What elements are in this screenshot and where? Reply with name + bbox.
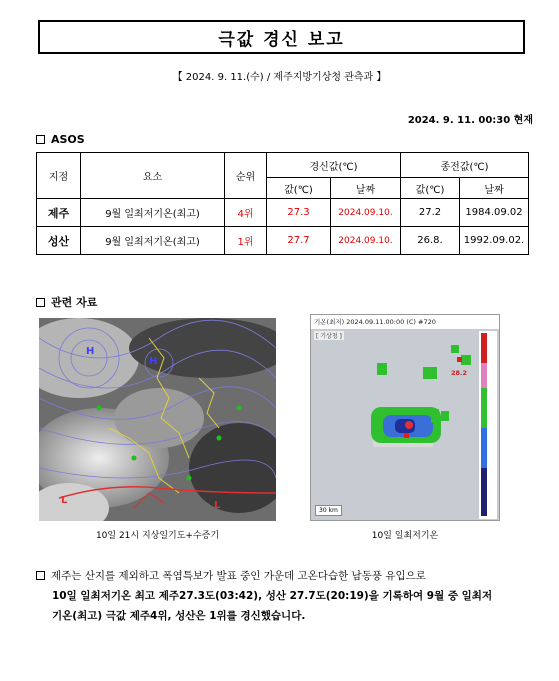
right-image-caption: 10일 일최저기온: [371, 531, 439, 541]
cell-new-value: 27.3: [267, 199, 331, 227]
cell-old-value: 27.2: [401, 199, 460, 227]
cell-new-date: 2024.09.10.: [331, 199, 401, 227]
table-row: [37, 227, 529, 255]
cell-element: 9월 일최저기온(최고): [81, 227, 225, 255]
weather-chart-image: [39, 318, 276, 521]
svg-text:L: L: [61, 495, 68, 506]
cell-rank: 4위: [225, 199, 267, 227]
min-temp-map-scale: 30 km: [315, 505, 342, 516]
cell-old-date: 1992.09.02.: [460, 227, 529, 255]
min-temp-map-graphic: [311, 315, 500, 521]
checkbox-square-icon: [36, 571, 45, 580]
min-temp-map-header: 기온(최저) 2024.09.11.00:00 (C) #720: [311, 315, 500, 329]
header-station: 지점: [37, 153, 81, 199]
header-previous-date: 날짜: [460, 178, 529, 199]
checkbox-square-icon: [36, 298, 45, 307]
cell-new-value: 27.7: [267, 227, 331, 255]
cell-element: 9월 일최저기온(최고): [81, 199, 225, 227]
svg-text:L: L: [214, 500, 221, 511]
summary-text-1: 제주는 산지를 제외하고 폭염특보가 발표 중인 가운데 고온다습한 남동풍 유입으로: [51, 570, 426, 582]
summary-note: [36, 566, 528, 626]
report-timestamp: 2024. 9. 11. 00:30 현재: [407, 115, 533, 126]
summary-line-2: 10일 일최저기온 최고 제주27.3도(03:42), 성산 27.7도(20:19)을 기록하여 9월 중 일최저: [52, 590, 493, 602]
map-peak-label: 28.2: [451, 369, 468, 377]
report-subtitle: 【 2024. 9. 11.(수) / 제주지방기상청 관측과 】: [172, 72, 387, 83]
cell-rank: 1위: [225, 227, 267, 255]
table-row: [37, 199, 529, 227]
section-asos-label: ASOS: [51, 133, 85, 146]
header-renewed-value: 값(℃): [267, 178, 331, 199]
svg-text:H: H: [149, 356, 158, 367]
cell-station: 성산: [37, 227, 81, 255]
report-title-box: [38, 20, 525, 54]
header-renewed: 경신값(℃): [267, 153, 401, 178]
report-title: 극값 경신 보고: [218, 29, 345, 50]
cell-old-value: 26.8.: [401, 227, 460, 255]
left-image-caption: 10일 21시 지상일기도+수증기: [95, 531, 220, 541]
min-temp-map-org: [ 기상청 ]: [316, 333, 342, 340]
asos-table: [36, 152, 529, 255]
summary-line-3: 기온(최고) 극값 제주4위, 성산은 1위를 경신했습니다.: [52, 610, 306, 622]
header-previous: 종전값(℃): [401, 153, 529, 178]
svg-text:H: H: [86, 346, 95, 357]
header-previous-value: 값(℃): [401, 178, 460, 199]
weather-chart-graphic: [39, 318, 276, 521]
cell-old-date: 1984.09.02: [460, 199, 529, 227]
header-renewed-date: 날짜: [331, 178, 401, 199]
section-asos: [36, 133, 85, 146]
cell-station: 제주: [37, 199, 81, 227]
section-related: [36, 294, 97, 310]
cell-new-date: 2024.09.10.: [331, 227, 401, 255]
min-temp-map-image: [310, 314, 500, 521]
header-rank: 순위: [225, 153, 267, 199]
summary-line-1: [36, 566, 528, 586]
section-related-label: 관련 자료: [51, 296, 98, 309]
header-element: 요소: [81, 153, 225, 199]
checkbox-square-icon: [36, 135, 45, 144]
